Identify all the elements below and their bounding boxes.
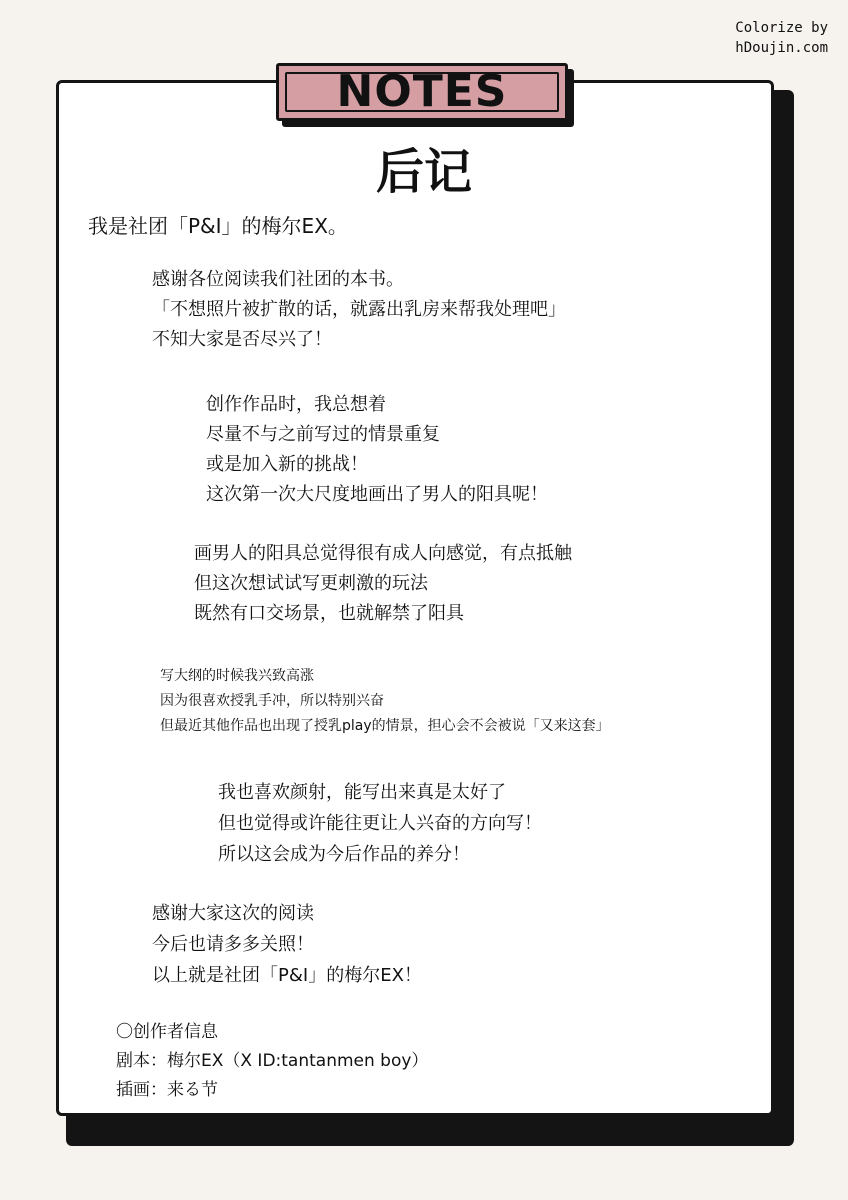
creator-info-art: 插画：来る节 xyxy=(116,1080,218,1100)
paragraph-thanks xyxy=(152,265,566,355)
paragraph-line: 以上就是社团「P&I」的梅尔EX！ xyxy=(152,965,422,986)
creator-info xyxy=(116,1018,428,1105)
paragraph-line: 所以这会成为今后作品的养分！ xyxy=(218,844,470,865)
creator-info-script: 剧本：梅尔EX（X ID:tantanmen boy） xyxy=(116,1051,429,1071)
paragraph-line: 这次第一次大尺度地画出了男人的阳具呢！ xyxy=(206,484,548,505)
credit-line-1: Colorize by xyxy=(735,20,828,36)
paragraph-line: 因为很喜欢授乳手冲，所以特别兴奋 xyxy=(160,693,384,709)
intro-line: 我是社团「P&I」的梅尔EX。 xyxy=(88,214,348,238)
paragraph-line: 尽量不与之前写过的情景重复 xyxy=(206,424,440,445)
paragraph-line: 但最近其他作品也出现了授乳play的情景，担心会不会被说「又来这套」 xyxy=(160,718,610,734)
banner-inner-frame xyxy=(285,66,559,117)
paragraph-line: 感谢大家这次的阅读 xyxy=(152,903,314,924)
paragraph-line: 创作作品时，我总想着 xyxy=(206,394,386,415)
banner-title: NOTES xyxy=(336,66,508,117)
paragraph-creation xyxy=(206,390,548,510)
paragraph-line: 但也觉得或许能往更让人兴奋的方向写！ xyxy=(218,813,542,834)
colorize-credit xyxy=(735,18,828,58)
paragraph-line: 既然有口交场景，也就解禁了阳具 xyxy=(194,603,464,624)
paragraph-future xyxy=(218,777,542,870)
paragraph-closing xyxy=(152,898,422,991)
page-heading: 后记 xyxy=(375,144,472,200)
paragraph-outline xyxy=(160,664,610,739)
paragraph-line: 但这次想试试写更刺激的玩法 xyxy=(194,573,428,594)
paragraph-line: 或是加入新的挑战！ xyxy=(206,454,368,475)
paragraph-line: 「不想照片被扩散的话，就露出乳房来帮我处理吧」 xyxy=(152,299,566,320)
paragraph-line: 我也喜欢颜射，能写出来真是太好了 xyxy=(218,782,506,803)
creator-info-header: 〇创作者信息 xyxy=(116,1022,218,1042)
paragraph-line: 今后也请多多关照！ xyxy=(152,934,314,955)
paragraph-line: 画男人的阳具总觉得很有成人向感觉，有点抵触 xyxy=(194,543,572,564)
paragraph-line: 感谢各位阅读我们社团的本书。 xyxy=(152,269,404,290)
credit-line-2: hDoujin.com xyxy=(735,40,828,56)
paragraph-drawing xyxy=(194,539,572,629)
paragraph-line: 写大纲的时候我兴致高涨 xyxy=(160,668,314,684)
notes-banner xyxy=(276,63,568,121)
paragraph-line: 不知大家是否尽兴了！ xyxy=(152,329,332,350)
